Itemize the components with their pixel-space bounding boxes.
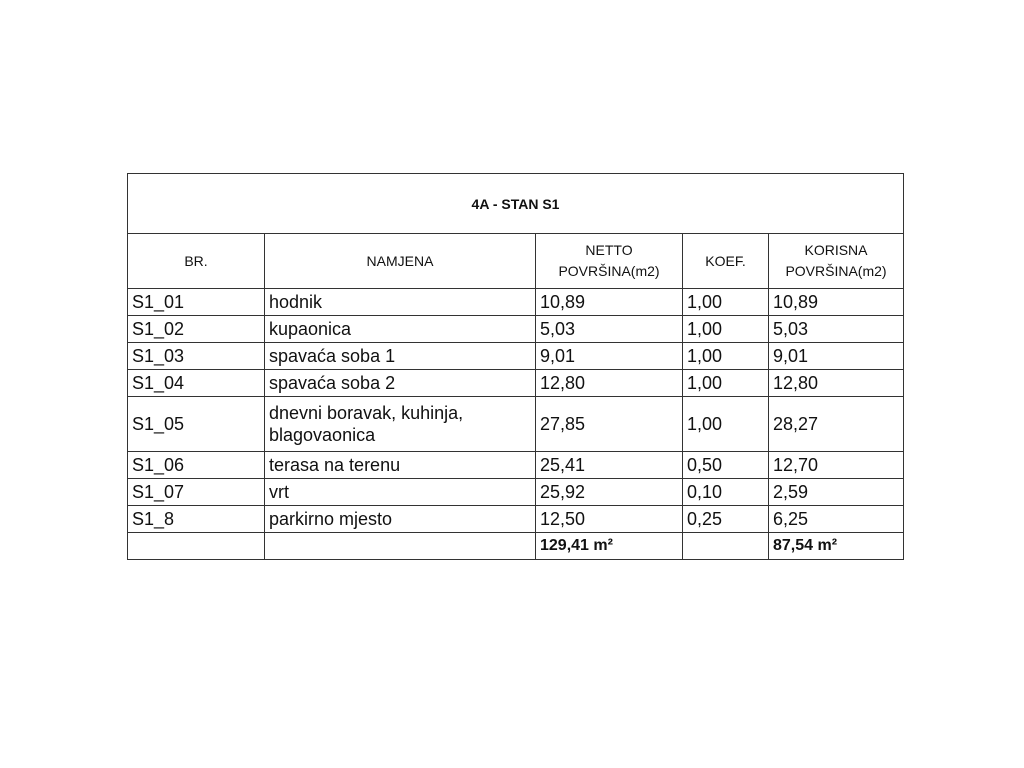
cell-korisna: 12,80 bbox=[769, 370, 904, 397]
cell-koef: 1,00 bbox=[683, 370, 769, 397]
cell-koef: 0,25 bbox=[683, 506, 769, 533]
cell-koef: 1,00 bbox=[683, 289, 769, 316]
cell-netto: 9,01 bbox=[536, 343, 683, 370]
cell-netto: 12,50 bbox=[536, 506, 683, 533]
cell-br: S1_8 bbox=[128, 506, 265, 533]
table-row bbox=[128, 316, 904, 343]
cell-korisna: 2,59 bbox=[769, 479, 904, 506]
totals-row bbox=[128, 533, 904, 560]
table-row bbox=[128, 343, 904, 370]
header-br: BR. bbox=[128, 234, 265, 289]
total-empty-br bbox=[128, 533, 265, 560]
area-table bbox=[127, 173, 904, 560]
cell-netto: 27,85 bbox=[536, 397, 683, 452]
cell-korisna: 28,27 bbox=[769, 397, 904, 452]
table-title: 4A - STAN S1 bbox=[128, 174, 904, 234]
table-row bbox=[128, 452, 904, 479]
cell-br: S1_05 bbox=[128, 397, 265, 452]
cell-namjena: spavaća soba 1 bbox=[265, 343, 536, 370]
table-row bbox=[128, 397, 904, 452]
header-namjena: NAMJENA bbox=[265, 234, 536, 289]
header-koef: KOEF. bbox=[683, 234, 769, 289]
header-row bbox=[128, 234, 904, 289]
cell-korisna: 10,89 bbox=[769, 289, 904, 316]
cell-koef: 0,50 bbox=[683, 452, 769, 479]
cell-koef: 0,10 bbox=[683, 479, 769, 506]
cell-namjena: spavaća soba 2 bbox=[265, 370, 536, 397]
cell-koef: 1,00 bbox=[683, 397, 769, 452]
cell-korisna: 12,70 bbox=[769, 452, 904, 479]
table-row bbox=[128, 479, 904, 506]
table-row bbox=[128, 370, 904, 397]
cell-netto: 5,03 bbox=[536, 316, 683, 343]
table-row bbox=[128, 289, 904, 316]
title-row bbox=[128, 174, 904, 234]
cell-netto: 25,92 bbox=[536, 479, 683, 506]
total-empty-namjena bbox=[265, 533, 536, 560]
header-korisna: KORISNA POVRŠINA(m2) bbox=[769, 234, 904, 289]
cell-br: S1_03 bbox=[128, 343, 265, 370]
cell-korisna: 6,25 bbox=[769, 506, 904, 533]
cell-br: S1_02 bbox=[128, 316, 265, 343]
cell-korisna: 9,01 bbox=[769, 343, 904, 370]
cell-koef: 1,00 bbox=[683, 316, 769, 343]
cell-br: S1_06 bbox=[128, 452, 265, 479]
cell-namjena: kupaonica bbox=[265, 316, 536, 343]
total-empty-koef bbox=[683, 533, 769, 560]
total-korisna: 87,54 m² bbox=[769, 533, 904, 560]
cell-korisna: 5,03 bbox=[769, 316, 904, 343]
cell-br: S1_01 bbox=[128, 289, 265, 316]
cell-namjena: vrt bbox=[265, 479, 536, 506]
cell-koef: 1,00 bbox=[683, 343, 769, 370]
table-row bbox=[128, 506, 904, 533]
cell-br: S1_07 bbox=[128, 479, 265, 506]
cell-namjena: hodnik bbox=[265, 289, 536, 316]
cell-netto: 10,89 bbox=[536, 289, 683, 316]
cell-netto: 12,80 bbox=[536, 370, 683, 397]
cell-namjena: parkirno mjesto bbox=[265, 506, 536, 533]
cell-namjena: terasa na terenu bbox=[265, 452, 536, 479]
cell-br: S1_04 bbox=[128, 370, 265, 397]
cell-namjena: dnevni boravak, kuhinja, blagovaonica bbox=[265, 397, 536, 452]
cell-netto: 25,41 bbox=[536, 452, 683, 479]
total-netto: 129,41 m² bbox=[536, 533, 683, 560]
header-netto: NETTO POVRŠINA(m2) bbox=[536, 234, 683, 289]
